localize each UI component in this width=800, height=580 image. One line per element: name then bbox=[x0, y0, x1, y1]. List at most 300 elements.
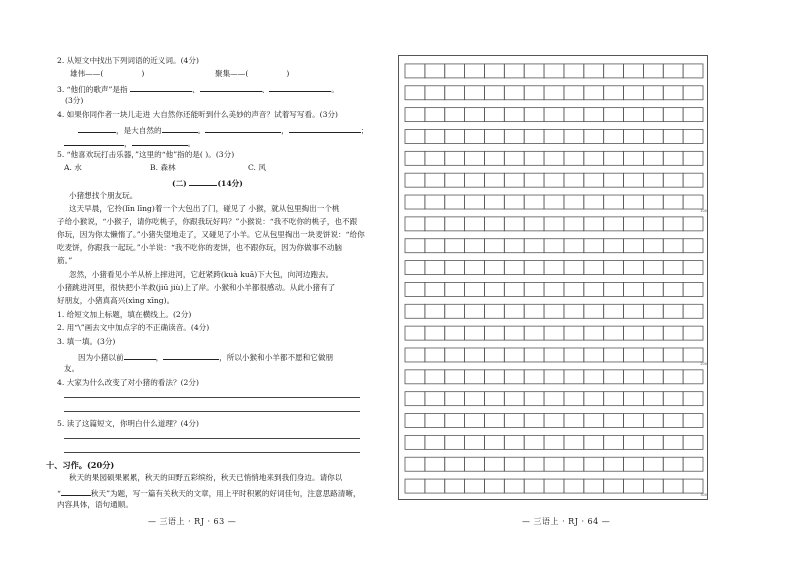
grid-cell[interactable] bbox=[604, 348, 624, 362]
grid-cell[interactable] bbox=[405, 129, 425, 143]
answer-blank[interactable] bbox=[130, 83, 192, 92]
grid-cell[interactable] bbox=[425, 435, 445, 449]
grid-cell[interactable] bbox=[484, 151, 504, 165]
grid-cell[interactable] bbox=[663, 173, 683, 187]
grid-cell[interactable] bbox=[544, 435, 564, 449]
grid-cell[interactable] bbox=[405, 326, 425, 340]
grid-cell[interactable] bbox=[643, 348, 663, 362]
grid-cell[interactable] bbox=[643, 304, 663, 318]
grid-cell[interactable] bbox=[425, 304, 445, 318]
grid-cell[interactable] bbox=[564, 151, 584, 165]
grid-cell[interactable] bbox=[683, 348, 703, 362]
grid-cell[interactable] bbox=[643, 392, 663, 406]
grid-cell[interactable] bbox=[524, 129, 544, 143]
grid-cell[interactable] bbox=[604, 479, 624, 493]
grid-cell[interactable] bbox=[544, 239, 564, 253]
grid-cell[interactable] bbox=[643, 479, 663, 493]
grid-cell[interactable] bbox=[504, 457, 524, 471]
grid-cell[interactable] bbox=[445, 282, 465, 296]
grid-cell[interactable] bbox=[624, 64, 644, 78]
grid-cell[interactable] bbox=[663, 108, 683, 122]
grid-cell[interactable] bbox=[564, 86, 584, 100]
grid-cell[interactable] bbox=[564, 108, 584, 122]
grid-cell[interactable] bbox=[604, 435, 624, 449]
grid-cell[interactable] bbox=[484, 129, 504, 143]
grid-cell[interactable] bbox=[544, 326, 564, 340]
grid-cell[interactable] bbox=[624, 108, 644, 122]
grid-cell[interactable] bbox=[425, 151, 445, 165]
grid-cell[interactable] bbox=[405, 261, 425, 275]
grid-cell[interactable] bbox=[663, 195, 683, 209]
grid-cell[interactable] bbox=[624, 304, 644, 318]
grid-cell[interactable] bbox=[524, 304, 544, 318]
grid-cell[interactable] bbox=[683, 304, 703, 318]
answer-blank[interactable] bbox=[269, 83, 331, 92]
grid-cell[interactable] bbox=[564, 129, 584, 143]
grid-cell[interactable] bbox=[465, 392, 485, 406]
grid-cell[interactable] bbox=[643, 326, 663, 340]
grid-cell[interactable] bbox=[504, 348, 524, 362]
grid-cell[interactable] bbox=[584, 282, 604, 296]
grid-cell[interactable] bbox=[445, 435, 465, 449]
grid-cell[interactable] bbox=[663, 435, 683, 449]
grid-cell[interactable] bbox=[683, 370, 703, 384]
grid-cell[interactable] bbox=[584, 348, 604, 362]
grid-cell[interactable] bbox=[624, 173, 644, 187]
grid-cell[interactable] bbox=[564, 261, 584, 275]
grid-cell[interactable] bbox=[504, 129, 524, 143]
grid-cell[interactable] bbox=[405, 151, 425, 165]
grid-cell[interactable] bbox=[604, 239, 624, 253]
grid-cell[interactable] bbox=[663, 414, 683, 428]
grid-cell[interactable] bbox=[604, 261, 624, 275]
grid-cell[interactable] bbox=[584, 129, 604, 143]
grid-cell[interactable] bbox=[624, 195, 644, 209]
grid-cell[interactable] bbox=[643, 217, 663, 231]
grid-cell[interactable] bbox=[683, 151, 703, 165]
grid-cell[interactable] bbox=[524, 239, 544, 253]
grid-cell[interactable] bbox=[663, 392, 683, 406]
grid-cell[interactable] bbox=[484, 326, 504, 340]
grid-cell[interactable] bbox=[504, 108, 524, 122]
grid-cell[interactable] bbox=[405, 348, 425, 362]
answer-blank[interactable] bbox=[64, 137, 124, 146]
grid-cell[interactable] bbox=[544, 304, 564, 318]
grid-cell[interactable] bbox=[484, 435, 504, 449]
grid-cell[interactable] bbox=[584, 479, 604, 493]
grid-cell[interactable] bbox=[584, 151, 604, 165]
grid-cell[interactable] bbox=[544, 129, 564, 143]
grid-cell[interactable] bbox=[445, 457, 465, 471]
grid-cell[interactable] bbox=[564, 239, 584, 253]
grid-cell[interactable] bbox=[504, 261, 524, 275]
grid-cell[interactable] bbox=[445, 304, 465, 318]
grid-cell[interactable] bbox=[624, 86, 644, 100]
grid-cell[interactable] bbox=[604, 282, 624, 296]
grid-cell[interactable] bbox=[465, 304, 485, 318]
grid-cell[interactable] bbox=[504, 86, 524, 100]
grid-cell[interactable] bbox=[663, 304, 683, 318]
grid-cell[interactable] bbox=[524, 108, 544, 122]
grid-cell[interactable] bbox=[604, 457, 624, 471]
grid-cell[interactable] bbox=[524, 151, 544, 165]
writing-grid-cells[interactable] bbox=[399, 56, 709, 501]
answer-blank[interactable] bbox=[78, 124, 116, 133]
grid-cell[interactable] bbox=[445, 239, 465, 253]
grid-cell[interactable] bbox=[643, 457, 663, 471]
grid-cell[interactable] bbox=[544, 261, 564, 275]
grid-cell[interactable] bbox=[584, 239, 604, 253]
grid-cell[interactable] bbox=[624, 392, 644, 406]
grid-cell[interactable] bbox=[624, 261, 644, 275]
grid-cell[interactable] bbox=[544, 414, 564, 428]
grid-cell[interactable] bbox=[604, 173, 624, 187]
grid-cell[interactable] bbox=[405, 217, 425, 231]
grid-cell[interactable] bbox=[584, 370, 604, 384]
grid-cell[interactable] bbox=[484, 239, 504, 253]
answer-blank[interactable] bbox=[205, 124, 281, 133]
grid-cell[interactable] bbox=[425, 129, 445, 143]
grid-cell[interactable] bbox=[624, 435, 644, 449]
grid-cell[interactable] bbox=[584, 304, 604, 318]
grid-cell[interactable] bbox=[504, 435, 524, 449]
grid-cell[interactable] bbox=[425, 108, 445, 122]
answer-line[interactable] bbox=[64, 411, 360, 412]
grid-cell[interactable] bbox=[584, 392, 604, 406]
grid-cell[interactable] bbox=[484, 392, 504, 406]
grid-cell[interactable] bbox=[465, 129, 485, 143]
grid-cell[interactable] bbox=[624, 239, 644, 253]
grid-cell[interactable] bbox=[425, 239, 445, 253]
grid-cell[interactable] bbox=[663, 457, 683, 471]
composition-writing-grid[interactable] bbox=[398, 55, 708, 500]
grid-cell[interactable] bbox=[445, 151, 465, 165]
grid-cell[interactable] bbox=[564, 392, 584, 406]
grid-cell[interactable] bbox=[504, 217, 524, 231]
grid-cell[interactable] bbox=[465, 86, 485, 100]
grid-cell[interactable] bbox=[624, 282, 644, 296]
grid-cell[interactable] bbox=[425, 392, 445, 406]
grid-cell[interactable] bbox=[564, 173, 584, 187]
grid-cell[interactable] bbox=[564, 435, 584, 449]
grid-cell[interactable] bbox=[604, 304, 624, 318]
grid-cell[interactable] bbox=[465, 435, 485, 449]
grid-cell[interactable] bbox=[524, 261, 544, 275]
grid-cell[interactable] bbox=[484, 86, 504, 100]
grid-cell[interactable] bbox=[504, 151, 524, 165]
answer-line[interactable] bbox=[64, 452, 360, 453]
grid-cell[interactable] bbox=[425, 348, 445, 362]
grid-cell[interactable] bbox=[564, 479, 584, 493]
grid-cell[interactable] bbox=[405, 64, 425, 78]
grid-cell[interactable] bbox=[584, 195, 604, 209]
grid-cell[interactable] bbox=[484, 282, 504, 296]
grid-cell[interactable] bbox=[643, 173, 663, 187]
answer-line[interactable] bbox=[64, 397, 360, 398]
grid-cell[interactable] bbox=[504, 414, 524, 428]
grid-cell[interactable] bbox=[524, 195, 544, 209]
grid-cell[interactable] bbox=[683, 108, 703, 122]
grid-cell[interactable] bbox=[683, 217, 703, 231]
grid-cell[interactable] bbox=[504, 392, 524, 406]
grid-cell[interactable] bbox=[484, 108, 504, 122]
grid-cell[interactable] bbox=[504, 326, 524, 340]
grid-cell[interactable] bbox=[405, 195, 425, 209]
grid-cell[interactable] bbox=[544, 348, 564, 362]
grid-cell[interactable] bbox=[465, 479, 485, 493]
grid-cell[interactable] bbox=[564, 217, 584, 231]
grid-cell[interactable] bbox=[484, 479, 504, 493]
grid-cell[interactable] bbox=[624, 151, 644, 165]
grid-cell[interactable] bbox=[643, 435, 663, 449]
grid-cell[interactable] bbox=[524, 326, 544, 340]
grid-cell[interactable] bbox=[544, 195, 564, 209]
grid-cell[interactable] bbox=[405, 392, 425, 406]
grid-cell[interactable] bbox=[643, 261, 663, 275]
answer-blank[interactable] bbox=[162, 124, 198, 133]
grid-cell[interactable] bbox=[465, 239, 485, 253]
grid-cell[interactable] bbox=[445, 195, 465, 209]
grid-cell[interactable] bbox=[683, 457, 703, 471]
title-blank[interactable] bbox=[61, 487, 91, 496]
grid-cell[interactable] bbox=[683, 239, 703, 253]
grid-cell[interactable] bbox=[425, 282, 445, 296]
grid-cell[interactable] bbox=[683, 435, 703, 449]
option-b[interactable]: B. 森林 bbox=[150, 163, 176, 172]
grid-cell[interactable] bbox=[504, 304, 524, 318]
grid-cell[interactable] bbox=[524, 348, 544, 362]
grid-cell[interactable] bbox=[624, 370, 644, 384]
grid-cell[interactable] bbox=[544, 151, 564, 165]
grid-cell[interactable] bbox=[405, 173, 425, 187]
grid-cell[interactable] bbox=[524, 86, 544, 100]
grid-cell[interactable] bbox=[584, 261, 604, 275]
grid-cell[interactable] bbox=[544, 282, 564, 296]
grid-cell[interactable] bbox=[465, 173, 485, 187]
grid-cell[interactable] bbox=[465, 370, 485, 384]
grid-cell[interactable] bbox=[683, 414, 703, 428]
grid-cell[interactable] bbox=[504, 239, 524, 253]
grid-cell[interactable] bbox=[663, 282, 683, 296]
grid-cell[interactable] bbox=[663, 479, 683, 493]
grid-cell[interactable] bbox=[683, 326, 703, 340]
grid-cell[interactable] bbox=[445, 217, 465, 231]
grid-cell[interactable] bbox=[484, 217, 504, 231]
grid-cell[interactable] bbox=[405, 414, 425, 428]
grid-cell[interactable] bbox=[484, 261, 504, 275]
grid-cell[interactable] bbox=[643, 414, 663, 428]
grid-cell[interactable] bbox=[425, 173, 445, 187]
grid-cell[interactable] bbox=[663, 239, 683, 253]
grid-cell[interactable] bbox=[584, 86, 604, 100]
option-c[interactable]: C. 风 bbox=[248, 163, 266, 172]
grid-cell[interactable] bbox=[425, 261, 445, 275]
grid-cell[interactable] bbox=[663, 151, 683, 165]
grid-cell[interactable] bbox=[405, 457, 425, 471]
grid-cell[interactable] bbox=[425, 479, 445, 493]
grid-cell[interactable] bbox=[624, 479, 644, 493]
grid-cell[interactable] bbox=[405, 370, 425, 384]
grid-cell[interactable] bbox=[643, 282, 663, 296]
grid-cell[interactable] bbox=[484, 370, 504, 384]
grid-cell[interactable] bbox=[465, 64, 485, 78]
answer-blank[interactable] bbox=[200, 83, 262, 92]
grid-cell[interactable] bbox=[663, 348, 683, 362]
answer-blank[interactable] bbox=[163, 351, 219, 360]
grid-cell[interactable] bbox=[465, 108, 485, 122]
grid-cell[interactable] bbox=[643, 129, 663, 143]
answer-blank[interactable] bbox=[124, 351, 156, 360]
grid-cell[interactable] bbox=[604, 86, 624, 100]
grid-cell[interactable] bbox=[425, 370, 445, 384]
grid-cell[interactable] bbox=[425, 64, 445, 78]
grid-cell[interactable] bbox=[683, 195, 703, 209]
grid-cell[interactable] bbox=[564, 348, 584, 362]
grid-cell[interactable] bbox=[624, 348, 644, 362]
grid-cell[interactable] bbox=[484, 64, 504, 78]
grid-cell[interactable] bbox=[604, 414, 624, 428]
grid-cell[interactable] bbox=[524, 392, 544, 406]
answer-blank[interactable] bbox=[289, 124, 361, 133]
grid-cell[interactable] bbox=[405, 435, 425, 449]
grid-cell[interactable] bbox=[445, 64, 465, 78]
grid-cell[interactable] bbox=[465, 217, 485, 231]
grid-cell[interactable] bbox=[604, 108, 624, 122]
grid-cell[interactable] bbox=[683, 392, 703, 406]
grid-cell[interactable] bbox=[663, 326, 683, 340]
grid-cell[interactable] bbox=[465, 348, 485, 362]
grid-cell[interactable] bbox=[405, 479, 425, 493]
grid-cell[interactable] bbox=[425, 195, 445, 209]
grid-cell[interactable] bbox=[683, 86, 703, 100]
grid-cell[interactable] bbox=[524, 282, 544, 296]
grid-cell[interactable] bbox=[504, 173, 524, 187]
grid-cell[interactable] bbox=[604, 326, 624, 340]
grid-cell[interactable] bbox=[484, 457, 504, 471]
grid-cell[interactable] bbox=[624, 326, 644, 340]
grid-cell[interactable] bbox=[445, 326, 465, 340]
grid-cell[interactable] bbox=[445, 479, 465, 493]
grid-cell[interactable] bbox=[584, 108, 604, 122]
grid-cell[interactable] bbox=[564, 195, 584, 209]
grid-cell[interactable] bbox=[564, 370, 584, 384]
grid-cell[interactable] bbox=[663, 129, 683, 143]
grid-cell[interactable] bbox=[584, 217, 604, 231]
grid-cell[interactable] bbox=[504, 64, 524, 78]
grid-cell[interactable] bbox=[524, 370, 544, 384]
grid-cell[interactable] bbox=[524, 64, 544, 78]
grid-cell[interactable] bbox=[544, 217, 564, 231]
grid-cell[interactable] bbox=[624, 217, 644, 231]
grid-cell[interactable] bbox=[584, 435, 604, 449]
grid-cell[interactable] bbox=[544, 479, 564, 493]
grid-cell[interactable] bbox=[604, 129, 624, 143]
grid-cell[interactable] bbox=[524, 217, 544, 231]
grid-cell[interactable] bbox=[544, 457, 564, 471]
grid-cell[interactable] bbox=[564, 282, 584, 296]
grid-cell[interactable] bbox=[544, 370, 564, 384]
grid-cell[interactable] bbox=[604, 392, 624, 406]
grid-cell[interactable] bbox=[584, 326, 604, 340]
grid-cell[interactable] bbox=[504, 282, 524, 296]
grid-cell[interactable] bbox=[445, 392, 465, 406]
grid-cell[interactable] bbox=[405, 86, 425, 100]
grid-cell[interactable] bbox=[465, 261, 485, 275]
grid-cell[interactable] bbox=[564, 414, 584, 428]
grid-cell[interactable] bbox=[604, 217, 624, 231]
grid-cell[interactable] bbox=[564, 64, 584, 78]
grid-cell[interactable] bbox=[643, 64, 663, 78]
grid-cell[interactable] bbox=[425, 326, 445, 340]
grid-cell[interactable] bbox=[643, 195, 663, 209]
grid-cell[interactable] bbox=[604, 195, 624, 209]
grid-cell[interactable] bbox=[663, 217, 683, 231]
grid-cell[interactable] bbox=[504, 195, 524, 209]
grid-cell[interactable] bbox=[405, 108, 425, 122]
grid-cell[interactable] bbox=[584, 173, 604, 187]
grid-cell[interactable] bbox=[445, 173, 465, 187]
grid-cell[interactable] bbox=[524, 435, 544, 449]
grid-cell[interactable] bbox=[544, 108, 564, 122]
grid-cell[interactable] bbox=[544, 64, 564, 78]
grid-cell[interactable] bbox=[604, 64, 624, 78]
grid-cell[interactable] bbox=[445, 414, 465, 428]
grid-cell[interactable] bbox=[465, 326, 485, 340]
grid-cell[interactable] bbox=[584, 457, 604, 471]
grid-cell[interactable] bbox=[604, 151, 624, 165]
grid-cell[interactable] bbox=[643, 108, 663, 122]
grid-cell[interactable] bbox=[584, 414, 604, 428]
grid-cell[interactable] bbox=[683, 479, 703, 493]
grid-cell[interactable] bbox=[663, 86, 683, 100]
grid-cell[interactable] bbox=[683, 261, 703, 275]
grid-cell[interactable] bbox=[683, 64, 703, 78]
grid-cell[interactable] bbox=[445, 261, 465, 275]
grid-cell[interactable] bbox=[604, 370, 624, 384]
grid-cell[interactable] bbox=[405, 239, 425, 253]
grid-cell[interactable] bbox=[524, 173, 544, 187]
grid-cell[interactable] bbox=[683, 282, 703, 296]
answer-blank[interactable] bbox=[132, 137, 188, 146]
grid-cell[interactable] bbox=[445, 348, 465, 362]
answer-line[interactable] bbox=[64, 438, 360, 439]
grid-cell[interactable] bbox=[624, 129, 644, 143]
option-a[interactable]: A. 水 bbox=[64, 163, 82, 172]
grid-cell[interactable] bbox=[445, 370, 465, 384]
grid-cell[interactable] bbox=[484, 195, 504, 209]
grid-cell[interactable] bbox=[445, 129, 465, 143]
grid-cell[interactable] bbox=[484, 348, 504, 362]
grid-cell[interactable] bbox=[405, 304, 425, 318]
grid-cell[interactable] bbox=[683, 173, 703, 187]
title-blank[interactable] bbox=[189, 177, 217, 186]
grid-cell[interactable] bbox=[683, 129, 703, 143]
grid-cell[interactable] bbox=[445, 108, 465, 122]
grid-cell[interactable] bbox=[544, 173, 564, 187]
grid-cell[interactable] bbox=[584, 64, 604, 78]
grid-cell[interactable] bbox=[564, 304, 584, 318]
grid-cell[interactable] bbox=[504, 479, 524, 493]
grid-cell[interactable] bbox=[544, 86, 564, 100]
grid-cell[interactable] bbox=[643, 86, 663, 100]
grid-cell[interactable] bbox=[564, 457, 584, 471]
grid-cell[interactable] bbox=[484, 304, 504, 318]
grid-cell[interactable] bbox=[643, 370, 663, 384]
grid-cell[interactable] bbox=[445, 86, 465, 100]
grid-cell[interactable] bbox=[643, 239, 663, 253]
grid-cell[interactable] bbox=[484, 173, 504, 187]
grid-cell[interactable] bbox=[465, 414, 485, 428]
